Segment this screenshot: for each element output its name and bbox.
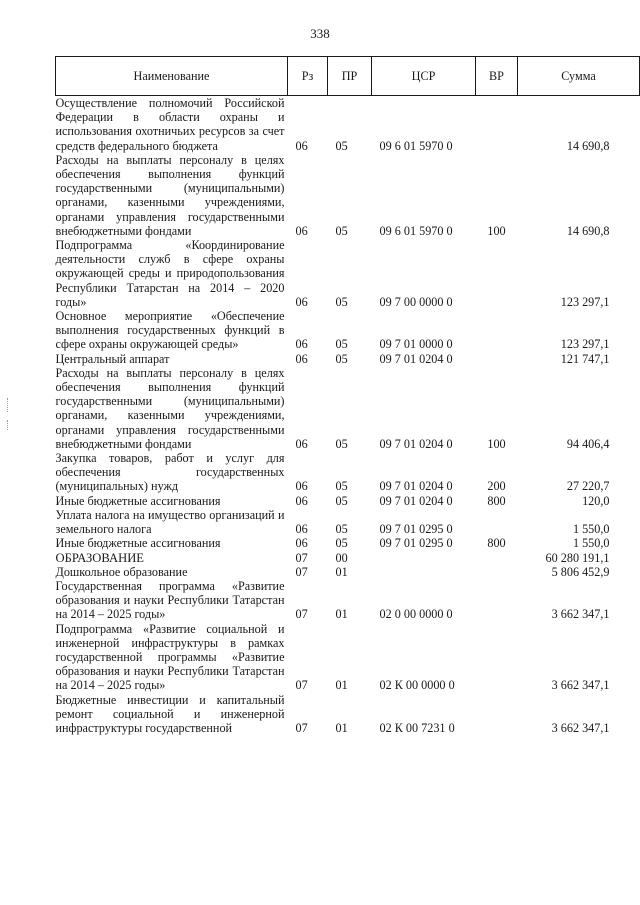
cell-csr: 02 К 00 0000 0: [379, 678, 455, 693]
page-number: 338: [310, 26, 330, 41]
cell-rz: 06: [295, 351, 308, 366]
cell-name: Иные бюджетные ассигнования: [55, 536, 221, 551]
cell-pr: 05: [335, 522, 348, 537]
cell-name: ОБРАЗОВАНИЕ: [55, 550, 144, 565]
cell-rz: 07: [295, 678, 308, 693]
cell-vr: 100: [487, 436, 506, 451]
column-header-rz: Рз: [288, 57, 328, 96]
margin-mark: [7, 420, 8, 430]
table-row: [56, 451, 640, 494]
table-row: [56, 494, 640, 508]
cell-csr: 09 7 01 0000 0: [379, 337, 453, 352]
cell-name: Государственная программа «Развитие образования и науки Республики Татарстан на 2014 – 2025 годы»: [55, 578, 285, 622]
cell-rz: 06: [295, 223, 308, 238]
cell-vr: [476, 693, 518, 736]
cell-vr: [476, 309, 518, 352]
cell-rz: 06: [295, 536, 308, 551]
cell-rz: 06: [295, 522, 308, 537]
cell-pr: 01: [335, 564, 348, 579]
column-header-name: Наименование: [56, 57, 288, 96]
cell-rz: 07: [295, 550, 308, 565]
cell-sum: 14 690,8: [566, 138, 610, 153]
table-row: [56, 309, 640, 352]
cell-pr: 05: [335, 337, 348, 352]
cell-pr: 05: [335, 223, 348, 238]
cell-name: Осуществление полномочий Российской Федерации в области охраны и использования охотничьих ресурсов за счет средств федерального бюджета: [55, 96, 285, 153]
cell-rz: 07: [295, 720, 308, 735]
column-header-sum: Сумма: [518, 57, 640, 96]
cell-pr: 01: [335, 678, 348, 693]
cell-vr: [476, 622, 518, 693]
cell-csr: 09 7 00 0000 0: [379, 294, 453, 309]
cell-sum: 5 806 452,9: [551, 564, 610, 579]
cell-csr: 09 7 01 0204 0: [379, 351, 453, 366]
cell-csr: 02 0 00 0000 0: [379, 607, 453, 622]
cell-name: Подпрограмма «Координирование деятельности служб в сфере охраны окружающей среды и природопользования Республики Татарстан на 2014 – 2020 годы»: [55, 238, 285, 309]
cell-pr: 05: [335, 536, 348, 551]
cell-vr: 100: [487, 223, 506, 238]
cell-csr: 09 7 01 0295 0: [379, 522, 453, 537]
table-row: [56, 153, 640, 238]
cell-pr: 00: [335, 550, 348, 565]
cell-sum: 14 690,8: [566, 223, 610, 238]
table-row: [56, 579, 640, 622]
cell-rz: 06: [295, 294, 308, 309]
cell-name: Дошкольное образование: [55, 564, 188, 579]
cell-sum: 3 662 347,1: [551, 720, 610, 735]
cell-pr: 05: [335, 479, 348, 494]
cell-sum: 27 220,7: [566, 479, 610, 494]
table-row: [56, 622, 640, 693]
cell-csr: [372, 551, 476, 565]
cell-vr: [476, 508, 518, 536]
table-row: [56, 96, 640, 153]
margin-mark: [7, 398, 8, 412]
cell-pr: 01: [335, 607, 348, 622]
cell-name: Расходы на выплаты персоналу в целях обеспечения выполнения функций государственными (муниципальными) органами, казенными учреждениями, органами управления государственными внебюджетными фондами: [55, 365, 285, 451]
cell-csr: 09 7 01 0204 0: [379, 436, 453, 451]
cell-name: Бюджетные инвестиции и капитальный ремонт социальной и инженерной инфраструктуры государственной: [55, 692, 285, 735]
cell-sum: 94 406,4: [566, 436, 610, 451]
cell-vr: [476, 579, 518, 622]
cell-vr: 800: [487, 493, 506, 508]
column-header-csr: ЦСР: [372, 57, 476, 96]
table-row: [56, 508, 640, 536]
cell-pr: 05: [335, 351, 348, 366]
cell-vr: [476, 96, 518, 153]
cell-rz: 06: [295, 493, 308, 508]
cell-rz: 06: [295, 138, 308, 153]
cell-vr: [476, 352, 518, 366]
cell-name: Уплата налога на имущество организаций и земельного налога: [55, 507, 285, 537]
budget-table: [55, 56, 640, 735]
cell-rz: 06: [295, 479, 308, 494]
cell-vr: [476, 551, 518, 565]
cell-name: Расходы на выплаты персоналу в целях обеспечения выполнения функций государственными (муниципальными) органами, казенными учреждениями, органами управления государственными внебюджетными фондами: [55, 152, 285, 238]
table-row: [56, 551, 640, 565]
cell-sum: 120,0: [582, 493, 610, 508]
cell-sum: 123 297,1: [560, 294, 610, 309]
cell-sum: 60 280 191,1: [545, 550, 610, 565]
table-row: [56, 536, 640, 550]
cell-sum: 121 747,1: [560, 351, 610, 366]
cell-rz: 07: [295, 607, 308, 622]
cell-name: Иные бюджетные ассигнования: [55, 493, 221, 508]
cell-sum: 1 550,0: [572, 522, 610, 537]
cell-pr: 05: [335, 493, 348, 508]
cell-name: Центральный аппарат: [55, 351, 170, 366]
table-header-row: [56, 57, 640, 96]
table-body: [56, 96, 640, 736]
cell-vr: [476, 238, 518, 309]
table-row: [56, 693, 640, 736]
cell-name: Закупка товаров, работ и услуг для обеспечения государственных (муниципальных) нужд: [55, 451, 285, 494]
cell-rz: 06: [295, 436, 308, 451]
cell-vr: 800: [487, 536, 506, 551]
cell-pr: 05: [335, 436, 348, 451]
cell-pr: 05: [335, 138, 348, 153]
cell-sum: 3 662 347,1: [551, 607, 610, 622]
cell-csr: 09 6 01 5970 0: [379, 138, 453, 153]
cell-sum: 3 662 347,1: [551, 678, 610, 693]
cell-csr: 09 7 01 0204 0: [379, 493, 453, 508]
cell-pr: 01: [335, 720, 348, 735]
cell-csr: 09 7 01 0204 0: [379, 479, 453, 494]
cell-rz: 07: [295, 564, 308, 579]
cell-pr: 05: [335, 294, 348, 309]
cell-name: Основное мероприятие «Обеспечение выполнения государственных функций в сфере охраны окружающей среды»: [55, 309, 285, 352]
cell-csr: 02 К 00 7231 0: [379, 720, 455, 735]
table-row: [56, 238, 640, 309]
cell-vr: 200: [487, 479, 506, 494]
table-row: [56, 352, 640, 366]
cell-name: Подпрограмма «Развитие социальной и инженерной инфраструктуры в рамках государственной программы «Развитие образования и науки Республики Татарстан на 2014 – 2025 годы»: [55, 621, 285, 693]
cell-csr: 09 7 01 0295 0: [379, 536, 453, 551]
cell-vr: [476, 565, 518, 579]
table-row: [56, 366, 640, 451]
table-row: [56, 565, 640, 579]
cell-csr: [372, 565, 476, 579]
cell-sum: 1 550,0: [572, 536, 610, 551]
column-header-pr: ПР: [328, 57, 372, 96]
cell-rz: 06: [295, 337, 308, 352]
cell-csr: 09 6 01 5970 0: [379, 223, 453, 238]
column-header-vr: ВР: [476, 57, 518, 96]
cell-sum: 123 297,1: [560, 337, 610, 352]
